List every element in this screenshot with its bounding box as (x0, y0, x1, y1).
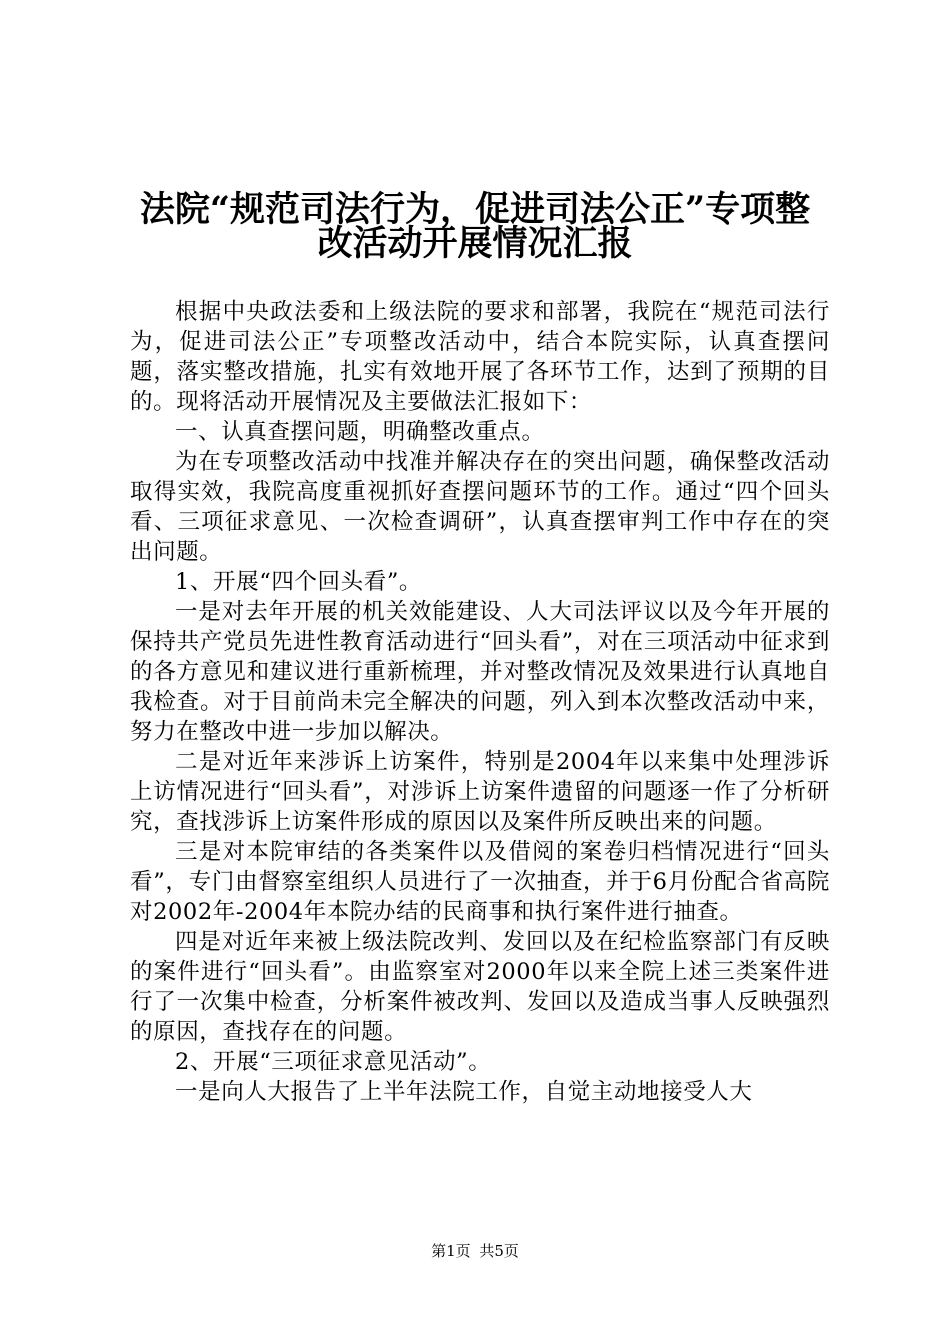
page-number: 第1页 (431, 1242, 471, 1260)
paragraph-section-1: 为在专项整改活动中找准并解决存在的突出问题，确保整改活动取得实效，我院高度重视抓好查摆问题环节的工作。通过“四个回头看、三项征求意见、一次检查调研”，认真查摆审判工作中存在的突出问题。 (130, 449, 830, 565)
paragraph-item-5: 一是向人大报告了上半年法院工作，自觉主动地接受人大 (175, 1079, 753, 1105)
section-heading-1: 一、认真查摆问题，明确整改重点。 (175, 419, 545, 445)
page-footer (0, 1241, 950, 1261)
subheading-2: 2、开展“三项征求意见活动”。 (175, 1049, 492, 1075)
paragraph-item-3: 三是对本院审结的各类案件以及借阅的案卷归档情况进行“回头看”，专门由督察室组织人员进行了一次抽查，并于6月份配合省高院对2002年-2004年本院办结的民商事和执行案件进行抽查。 (130, 839, 830, 925)
paragraph-intro: 根据中央政法委和上级法院的要求和部署，我院在“规范司法行为，促进司法公正”专项整改活动中，结合本院实际，认真查摆问题，落实整改措施，扎实有效地开展了各环节工作，达到了预期的目的。现将活动开展情况及主要做法汇报如下： (130, 299, 830, 415)
document-body (130, 297, 830, 1107)
document-title-line-2: 改活动开展情况汇报 (317, 223, 633, 264)
document-title-line-1: 法院“规范司法行为，促进司法公正”专项整 (139, 189, 811, 230)
paragraph-item-1: 一是对去年开展的机关效能建设、人大司法评议以及今年开展的保持共产党员先进性教育活动进行“回头看”，对在三项活动中征求到的各方意见和建议进行重新梳理，并对整改情况及效果进行认真地自我检查。对于目前尚未完全解决的问题，列入到本次整改活动中来，努力在整改中进一步加以解决。 (130, 599, 830, 745)
paragraph-item-4: 四是对近年来被上级法院改判、发回以及在纪检监察部门有反映的案件进行“回头看”。由监察室对2000年以来全院上述三类案件进行了一次集中检查，分析案件被改判、发回以及造成当事人反映强烈的原因，查找存在的问题。 (130, 929, 830, 1045)
page-total: 共5页 (479, 1242, 519, 1260)
subheading-1: 1、开展“四个回头看”。 (175, 569, 423, 595)
paragraph-item-2: 二是对近年来涉诉上访案件，特别是2004年以来集中处理涉诉上访情况进行“回头看”，对涉诉上访案件遗留的问题逐一作了分析研究，查找涉诉上访案件形成的原因以及案件所反映出来的问题。 (130, 749, 830, 835)
